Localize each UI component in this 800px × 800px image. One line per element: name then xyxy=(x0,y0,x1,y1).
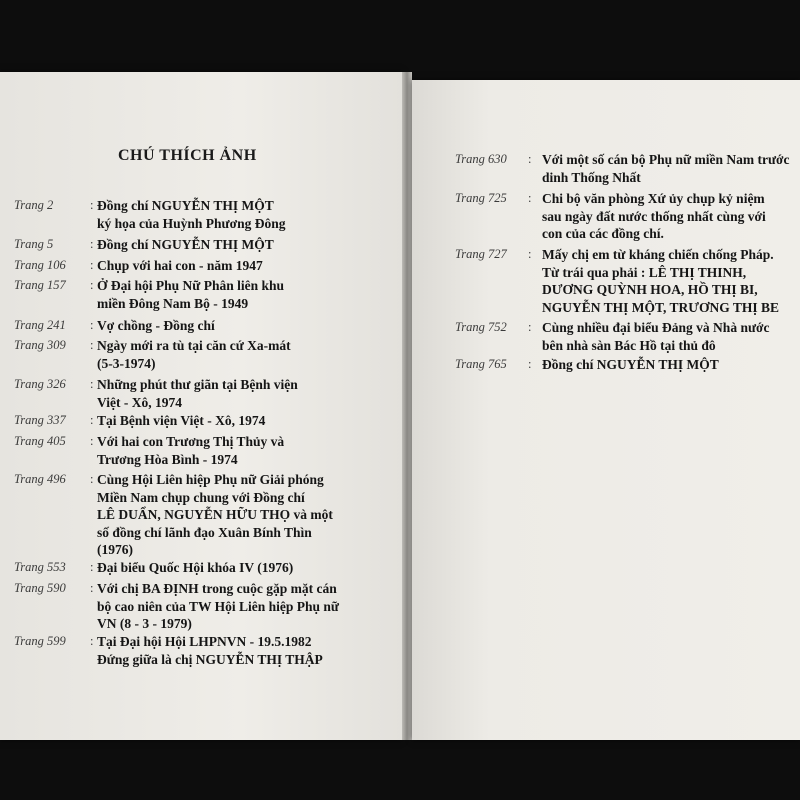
caption-line: miền Đông Nam Bộ - 1949 xyxy=(97,295,249,311)
caption-line: LÊ DUẨN, NGUYỄN HỮU THỌ và một xyxy=(97,507,333,522)
caption-line: bộ cao niên của TW Hội Liên hiệp Phụ nữ xyxy=(97,598,340,614)
caption-line: Việt - Xô, 1974 xyxy=(97,394,182,410)
right-entry-separator: : xyxy=(528,320,532,334)
left-entry-caption xyxy=(97,197,286,232)
caption-line: Với chị BA ĐỊNH trong cuộc gặp mặt cán xyxy=(97,581,337,596)
right-entry-page-number: Trang 727 xyxy=(455,247,507,261)
right-entry-page-number: Trang 630 xyxy=(455,152,507,166)
left-entry-caption xyxy=(97,236,274,254)
caption-line: bên nhà sàn Bác Hồ tại thủ đô xyxy=(542,337,716,353)
left-entry-caption xyxy=(97,412,265,430)
caption-line: Đứng giữa là chị NGUYỄN THỊ THẬP xyxy=(97,651,323,667)
left-entry-page-number: Trang 5 xyxy=(14,237,54,251)
caption-line: Cùng nhiều đại biểu Đảng và Nhà nước xyxy=(542,320,770,335)
caption-line: con của các đồng chí. xyxy=(542,226,664,241)
left-entry-separator: : xyxy=(90,377,94,391)
page-title: CHÚ THÍCH ẢNH xyxy=(118,147,257,164)
caption-line: Miền Nam chụp chung với Đồng chí xyxy=(97,489,305,505)
caption-line: Cùng Hội Liên hiệp Phụ nữ Giải phóng xyxy=(97,472,324,487)
book-gutter xyxy=(402,72,412,740)
left-entry-caption xyxy=(97,257,263,275)
left-entry-separator: : xyxy=(90,560,94,574)
caption-line: Đồng chí NGUYỄN THỊ MỘT xyxy=(542,357,719,372)
caption-line: Với hai con Trương Thị Thủy và xyxy=(97,434,285,449)
left-entry-separator: : xyxy=(90,198,94,212)
left-entry-page-number: Trang 2 xyxy=(14,198,54,212)
caption-line: sau ngày đất nước thống nhất cùng với xyxy=(542,208,766,224)
right-entry-page-number: Trang 765 xyxy=(455,357,507,371)
caption-line: NGUYỄN THỊ MỘT, TRƯƠNG THỊ BE xyxy=(542,299,780,315)
left-entry-separator: : xyxy=(90,581,94,595)
left-entry-page-number: Trang 309 xyxy=(14,338,66,352)
left-entry-caption xyxy=(97,559,293,577)
caption-line: Chụp với hai con - năm 1947 xyxy=(97,258,263,273)
caption-line: Tại Đại hội Hội LHPNVN - 19.5.1982 xyxy=(97,634,312,649)
left-entry-separator: : xyxy=(90,413,94,427)
right-entry-caption xyxy=(542,246,779,316)
caption-line: Ở Đại hội Phụ Nữ Phân liên khu xyxy=(97,278,285,293)
caption-line: dinh Thống Nhất xyxy=(542,169,641,185)
left-entry-page-number: Trang 553 xyxy=(14,560,66,574)
caption-line: Mấy chị em từ kháng chiến chống Pháp. xyxy=(542,247,774,262)
left-entry-caption xyxy=(97,633,323,668)
right-entry-caption xyxy=(542,356,719,374)
right-entry-separator: : xyxy=(528,191,532,205)
left-entry-page-number: Trang 405 xyxy=(14,434,66,448)
caption-line: Ngày mới ra tù tại căn cứ Xa-mát xyxy=(97,338,291,353)
left-entry-page-number: Trang 590 xyxy=(14,581,66,595)
left-entry-separator: : xyxy=(90,237,94,251)
caption-line: ký họa của Huỳnh Phương Đông xyxy=(97,215,286,231)
caption-line: số đồng chí lãnh đạo Xuân Bính Thìn xyxy=(97,524,312,540)
left-entry-caption xyxy=(97,277,284,312)
left-entry-page-number: Trang 241 xyxy=(14,318,66,332)
right-entry-caption xyxy=(542,151,790,186)
right-entry-separator: : xyxy=(528,357,532,371)
caption-line: Đồng chí NGUYỄN THỊ MỘT xyxy=(97,198,274,213)
left-entry-separator: : xyxy=(90,472,94,486)
caption-line: Vợ chồng - Đồng chí xyxy=(97,318,215,333)
caption-line: Đồng chí NGUYỄN THỊ MỘT xyxy=(97,237,274,252)
caption-line: DƯƠNG QUỲNH HOA, HỒ THỊ BI, xyxy=(542,282,758,297)
caption-line: (5-3-1974) xyxy=(97,355,156,371)
right-entry-page-number: Trang 752 xyxy=(455,320,507,334)
left-entry-page-number: Trang 326 xyxy=(14,377,66,391)
left-entry-caption xyxy=(97,317,215,335)
caption-line: Từ trái qua phải : LÊ THỊ THINH, xyxy=(542,264,747,280)
left-entry-page-number: Trang 157 xyxy=(14,278,66,292)
left-entry-caption xyxy=(97,337,291,372)
right-entry-caption xyxy=(542,190,766,243)
left-entry-caption xyxy=(97,580,339,633)
caption-line: Trương Hòa Bình - 1974 xyxy=(97,451,238,467)
caption-line: Tại Bệnh viện Việt - Xô, 1974 xyxy=(97,413,266,428)
left-entry-caption xyxy=(97,471,333,559)
caption-line: (1976) xyxy=(97,542,133,557)
left-entry-separator: : xyxy=(90,338,94,352)
right-entry-page-number: Trang 725 xyxy=(455,191,507,205)
caption-line: Những phút thư giãn tại Bệnh viện xyxy=(97,377,298,392)
left-entry-page-number: Trang 106 xyxy=(14,258,66,272)
left-entry-separator: : xyxy=(90,434,94,448)
left-entry-separator: : xyxy=(90,634,94,648)
left-entry-separator: : xyxy=(90,278,94,292)
caption-line: Với một số cán bộ Phụ nữ miền Nam trước xyxy=(542,152,790,167)
left-entry-caption xyxy=(97,433,284,468)
caption-line: Chi bộ văn phòng Xứ ủy chụp kỷ niệm xyxy=(542,191,765,206)
left-entry-separator: : xyxy=(90,258,94,272)
caption-line: VN (8 - 3 - 1979) xyxy=(97,616,192,631)
left-entry-caption xyxy=(97,376,298,411)
right-entry-separator: : xyxy=(528,152,532,166)
left-entry-page-number: Trang 599 xyxy=(14,634,66,648)
left-entry-page-number: Trang 496 xyxy=(14,472,66,486)
caption-line: Đại biểu Quốc Hội khóa IV (1976) xyxy=(97,560,294,575)
left-entry-separator: : xyxy=(90,318,94,332)
right-entry-separator: : xyxy=(528,247,532,261)
left-entry-page-number: Trang 337 xyxy=(14,413,66,427)
right-entry-caption xyxy=(542,319,770,354)
